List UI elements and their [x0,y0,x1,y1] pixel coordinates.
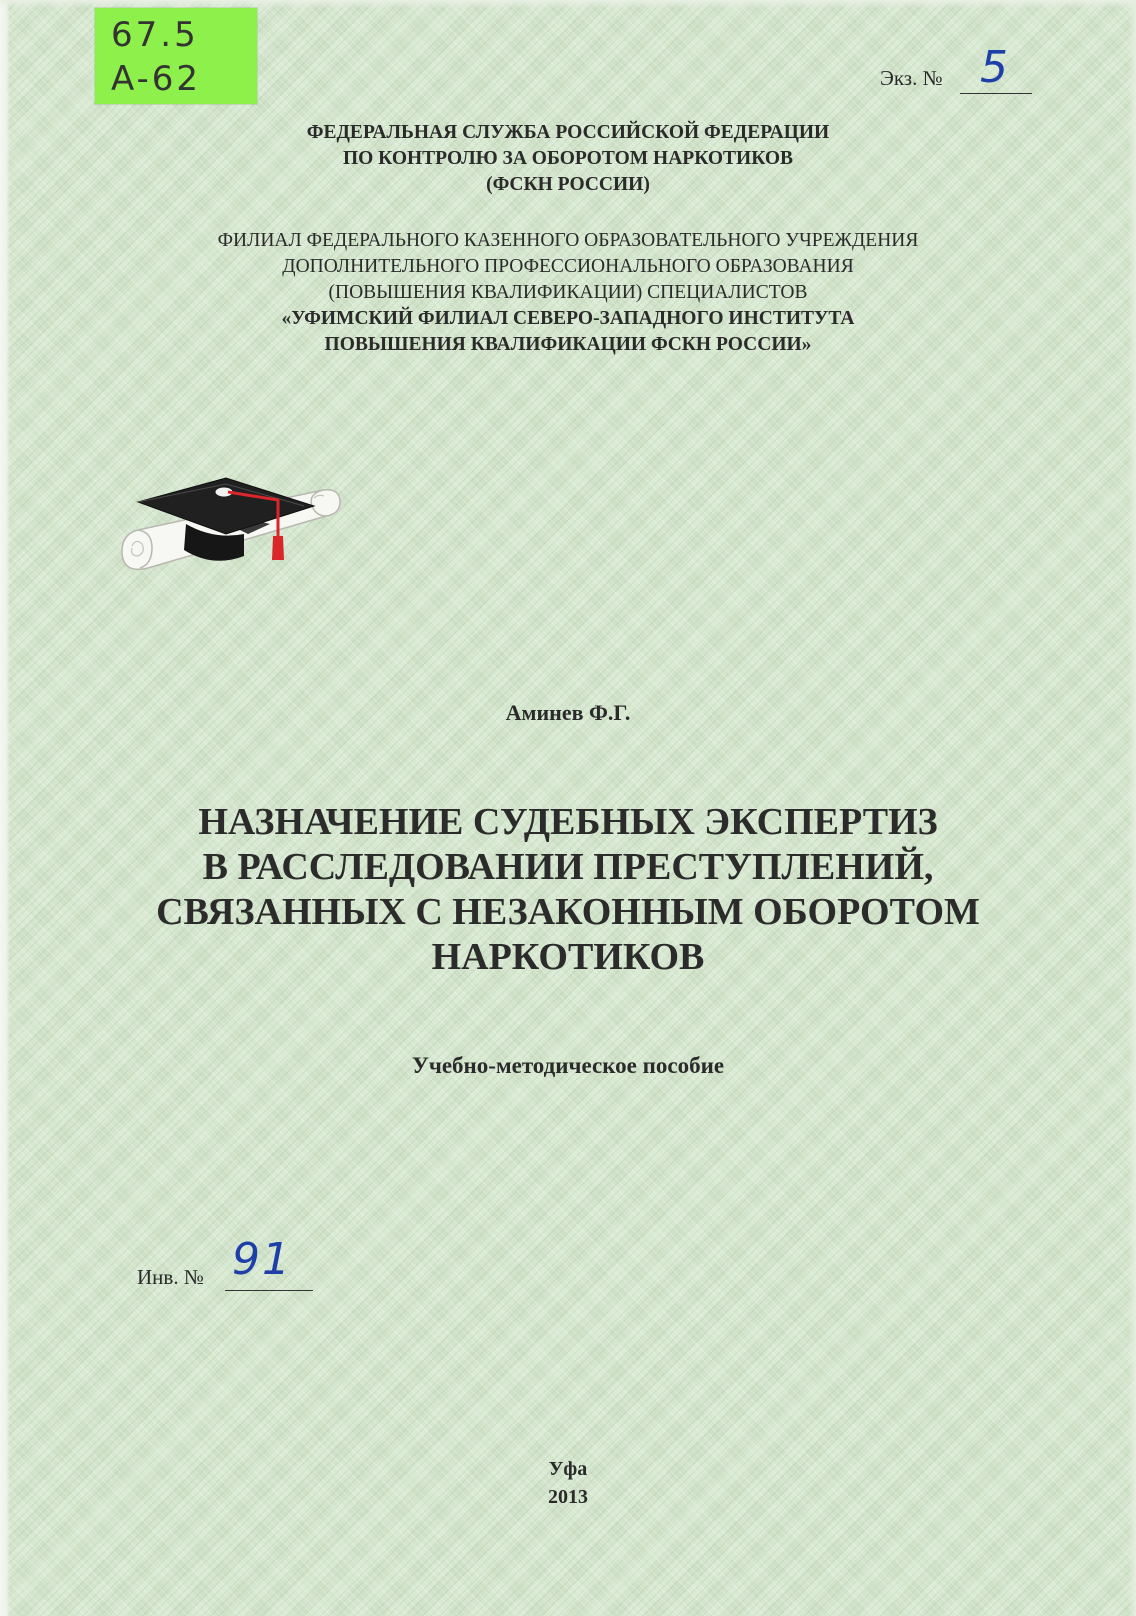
inventory-number-label: Инв. № [137,1265,204,1289]
title-line: СВЯЗАННЫХ С НЕЗАКОННЫМ ОБОРОТОМ [156,891,980,933]
copy-number-underline [960,93,1032,94]
copy-number-handwritten: 5 [980,42,1008,93]
publication-type: Учебно-методическое пособие [411,1053,725,1078]
branch-header [0,228,1136,358]
page-edge [0,0,1136,8]
graduation-cap-diploma-icon [118,472,348,592]
book-title [0,800,1136,980]
title-line: НАРКОТИКОВ [431,936,705,978]
title-line: В РАССЛЕДОВАНИИ ПРЕСТУПЛЕНИЙ, [202,846,934,888]
branch-line: ПОВЫШЕНИЯ КВАЛИФИКАЦИИ ФСКН РОССИИ» [324,334,812,355]
inventory-number-handwritten: 91 [232,1234,292,1285]
imprint-city: Уфа [548,1458,588,1480]
title-line: НАЗНАЧЕНИЕ СУДЕБНЫХ ЭКСПЕРТИЗ [198,801,938,843]
branch-line: ФИЛИАЛ ФЕДЕРАЛЬНОГО КАЗЕННОГО ОБРАЗОВАТЕЛЬНОГО УЧРЕЖДЕНИЯ [217,230,919,251]
library-sticker [95,8,257,104]
author: Аминев Ф.Г. [505,700,631,725]
sticker-classification: 67.5 [111,15,199,55]
branch-line: ДОПОЛНИТЕЛЬНОГО ПРОФЕССИОНАЛЬНОГО ОБРАЗОВАНИЯ [282,256,854,277]
agency-header [0,120,1136,198]
agency-line: ПО КОНТРОЛЮ ЗА ОБОРОТОМ НАРКОТИКОВ [342,148,794,169]
agency-line: ФЕДЕРАЛЬНАЯ СЛУЖБА РОССИЙСКОЙ ФЕДЕРАЦИИ [306,122,830,143]
imprint [0,1455,1136,1511]
sticker-author-mark: A-62 [111,59,202,99]
imprint-year: 2013 [548,1486,588,1508]
branch-line: «УФИМСКИЙ ФИЛИАЛ СЕВЕРО-ЗАПАДНОГО ИНСТИТУТА [281,308,855,329]
inventory-number-underline [225,1290,313,1291]
branch-line: (ПОВЫШЕНИЯ КВАЛИФИКАЦИИ) СПЕЦИАЛИСТОВ [328,282,808,303]
agency-line: (ФСКН РОССИИ) [486,174,650,195]
copy-number-label: Экз. № [880,66,943,90]
